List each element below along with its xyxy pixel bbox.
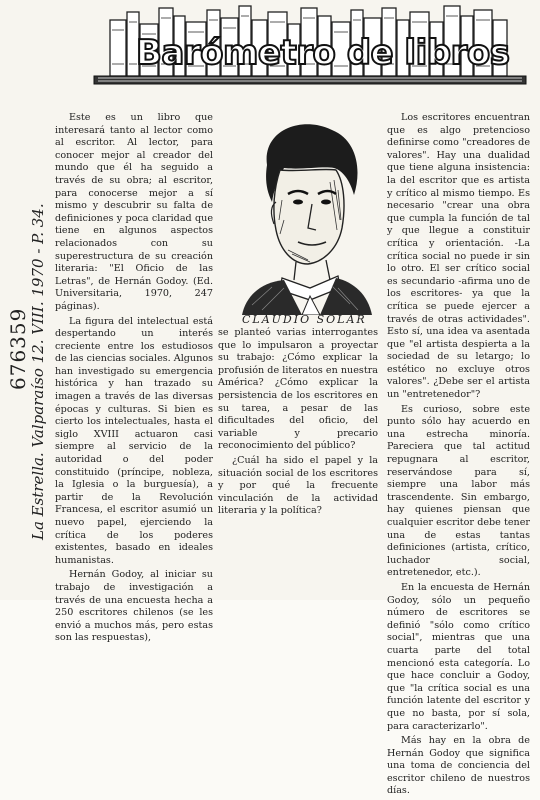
- paragraph: Hernán Godoy, al iniciar su trabajo de investigación a través de una encuesta hecha a 250 escritores chilenos (se les envió a muchos más, pero estas son las respuestas),: [55, 569, 213, 644]
- article-column-middle: [218, 327, 378, 520]
- paragraph: se planteó varias interrogantes que lo impulsaron a proyectar su trabajo: ¿Cómo explicar la profusión de literatos en nuestra América? ¿Cómo explicar la persistencia de los escritores en su tarea, a pesar de las dificultades del oficio, del variable y precario reconocimiento del público?: [218, 327, 378, 452]
- paragraph: Este es un libro que interesará tanto al lector como al escritor. Al lector, para conocer mejor al creador del mundo que él ha seguido a través de su obra; al escritor, para conocerse mejor a sí mismo y descubrir su falta de definiciones y poca claridad que tiene en algunos aspectos relacionados con su superestructura de su creación literaria: "El Oficio de las Letras", de Hernán Godoy. (Ed. Universitaria, 1970, 247 páginas).: [55, 112, 213, 312]
- paragraph: En la encuesta de Hernán Godoy, sólo un pequeño número de escritores se definió "sólo como crítico social", mientras que una cuarta parte del total mencionó esta categoría. Lo que hace concluir a Godoy, que "la crítica social es una función latente del escritor y que no basta, por sí sola, para caracterizarlo".: [387, 581, 530, 732]
- handwritten-number: 676359: [6, 307, 30, 390]
- paragraph: Más hay en la obra de Hernán Godoy que significa una toma de conciencia del escritor chileno de nuestros días.: [387, 735, 530, 797]
- column-header: [90, 4, 530, 90]
- author-portrait: [222, 110, 382, 315]
- article-column-right: [387, 112, 530, 800]
- paragraph: Los escritores encuentran que es algo pretencioso definirse como "creadores de valores". Hay una dualidad que tiene alguna insistencia: la del escritor que es artista y crítico al mismo tiempo. Es necesario "crear una obra que cumpla la función de tal y que llegue a constituir crítica y orientación. -La crítica social no puede ir sin lo otro. El ser crítico social es secundario -afirma uno de los escritores- ya que la crítica se puede ejercer a través de otras actividades". Esto sí, una idea va asentada que "el artista despierta a la sociedad de su letargo; lo estético no excluye otros valores". ¿Debe ser el artista un "entretenedor"?: [387, 112, 530, 401]
- paragraph: Es curioso, sobre este punto sólo hay acuerdo en una estrecha minoría. Pareciera que tal actitud repugnara al escritor, reservándose para sí, siempre una labor más trascendente. Sin embargo, hay quienes piensan que cualquier escritor debe tener una de estas tantas definiciones (artista, crítico, luchador social, entretenedor, etc.).: [387, 403, 530, 579]
- section-title: Barómetro de libros: [136, 33, 510, 73]
- paragraph: ¿Cuál ha sido el papel y la situación social de los escritores y por qué la frecuente vinculación de la actividad literaria y la política?: [218, 454, 378, 517]
- portrait-caption: CLAUDIO SOLAR: [242, 313, 367, 326]
- paragraph: La figura del intelectual está despertando un interés creciente entre los estudiosos de las ciencias sociales. Algunos han investigado su emergencia histórica y han trazado su imagen a través de las diversas épocas y culturas. Si bien es cierto los intelectuales, hasta el siglo XVIII actuaron casi siempre al servicio de la autoridad o del poder constituido (príncipe, nobleza, la Iglesia o la burguesía), a partir de la Revolución Francesa, el escritor asumió un nuevo papel, ejerciendo la crítica de los poderes existentes, basado en ideales humanistas.: [55, 315, 213, 566]
- handwritten-source: La Estrella. Valparaíso 12. VIII. 1970 - P. 34.: [29, 203, 47, 540]
- article-column-left: [55, 112, 213, 647]
- handwritten-note: [8, 203, 48, 540]
